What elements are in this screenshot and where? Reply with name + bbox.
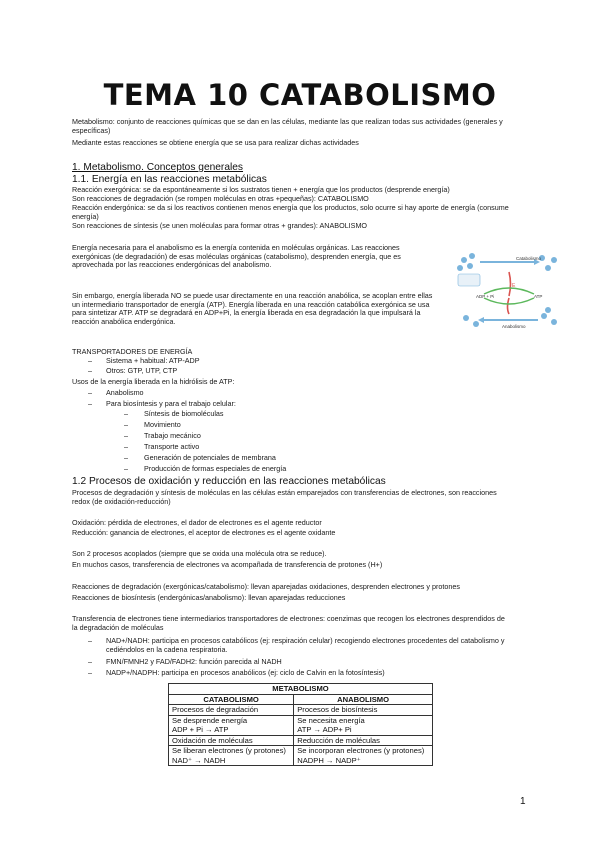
oxidation-definition: Oxidación: pérdida de electrones, el dador de electrones es el agente reductor [72,518,322,527]
redox-paragraph: Procesos de degradación y síntesis de moléculas en las células están emparejados con transferencias de electrones, son reacciones redox (de oxidación-reducción) [72,488,497,506]
coupled-processes: Son 2 procesos acoplados (siempre que se oxida una molécula otra se reduce). [72,549,327,558]
catabolism-label: Catabolismo [516,256,542,261]
table-cell: Reducción de moléculas [294,735,433,746]
table-header: CATABOLISMO [169,694,294,705]
uses-sub-item: Generación de potenciales de membrana [144,453,276,462]
atp-coupling-paragraph: Sin embargo, energía liberada NO se puede usar directamente en una reacción anabólica, se acoplan entre ellas un intermediario transportador de energía (ATP). Energía liberada en una reacción catabólica exergónica se usa para sintetizar ATP. ATP se degradará en ADP+Pi, la energía liberada en esa degradación la que impulsará la reacción anabólica endergónica. [72,291,433,326]
table-cell: NADPH → NADP⁺ [294,756,433,766]
table-cell: Oxidación de moléculas [169,735,294,746]
uses-sub-item: Movimiento [144,420,181,429]
uses-sub-item: Síntesis de biomoléculas [144,409,224,418]
table-cell: Procesos de degradación [169,705,294,716]
uses-sub-item: Trabajo mecánico [144,431,201,440]
energy-paragraph: Energía necesaria para el anabolismo es la energía contenida en moléculas orgánicas. Las reacciones exergónicas (de degradación) de esas moléculas orgánicas (catabolismo), desprenden energía, que es aprovechada por las reacciones endergónicas del anabolismo. [72,243,401,270]
table-row [169,725,433,735]
intro-energy: Mediante estas reacciones se obtiene energía que se usa para realizar dichas actividades [72,138,359,147]
metabolism-diagram [454,252,564,332]
table-cell: NAD⁺ → NADH [169,756,294,766]
table-cell: Se desprende energía [169,715,294,725]
table-header: ANABOLISMO [294,694,433,705]
transport-item: Otros: GTP, UTP, CTP [106,366,178,375]
energy-label: E [512,283,516,289]
metabolism-table [168,683,433,766]
adp-label: ADP + Pi [476,294,495,299]
proton-transfer: En muchos casos, transferencia de electrones va acompañada de transferencia de protones (H+) [72,560,383,569]
catabolism-molecules [457,253,557,327]
anabolism-definition: Son reacciones de síntesis (se unen moléculas para formar otras + grandes): ANABOLISMO [72,221,368,230]
table-row [169,756,433,766]
anabolism-label: Anabolismo [502,324,526,329]
table-cell: Se incorporan electrones (y protones) [294,746,433,756]
exergonic-definition: Reacción exergónica: se da espontáneamente si los sustratos tienen + energía que los productos (desprende energía) [72,185,450,194]
electron-carriers-paragraph: Transferencia de electrones tiene intermediarios transportadores de electrones: coenzimas que recogen los electrones desprendidos de la degradación de moléculas [72,614,505,632]
section-heading-metabolism: 1. Metabolismo. Conceptos generales [72,162,244,173]
page-number: 1 [520,796,526,807]
uses-sub-item: Transporte activo [144,442,200,451]
table-row [169,735,433,746]
degradation-reactions: Reacciones de degradación (exergónicas/catabolismo): llevan aparejadas oxidaciones, desprenden electrones y protones [72,582,460,591]
biosynthesis-reactions: Reacciones de biosíntesis (endergónicas/anabolismo): llevan aparejadas reducciones [72,593,346,602]
table-cell: Se necesita energía [294,715,433,725]
transport-heading: TRANSPORTADORES DE ENERGÍA [72,347,193,356]
reduction-definition: Reducción: ganancia de electrones, el aceptor de electrones es el agente oxidante [72,528,336,537]
table-cell: ADP + Pi → ATP [169,725,294,735]
endergonic-definition: Reacción endergónica: se da si los reactivos contienen menos energía que los productos, solo ocurre si hay aporte de energía (consume energía) [72,203,509,221]
uses-item: Para biosíntesis y para el trabajo celular: [106,399,236,408]
table-title: METABOLISMO [169,684,433,695]
catabolism-definition: Son reacciones de degradación (se rompen moléculas en otras +pequeñas): CATABOLISMO [72,194,369,203]
table-row [169,705,433,716]
transport-item: Sistema + habitual: ATP-ADP [106,356,200,365]
table-cell: ATP → ADP+ Pi [294,725,433,735]
carrier-item: FMN/FMNH2 y FAD/FADH2: función parecida al NADH [106,657,282,666]
atp-label: ATP [534,294,543,299]
table-row [169,715,433,725]
table-cell: Procesos de biosíntesis [294,705,433,716]
uses-heading: Usos de la energía liberada en la hidrólisis de ATP: [72,377,235,386]
intro-definition: Metabolismo: conjunto de reacciones químicas que se dan en las células, mediante las que realizan todas sus actividades (generales y específicas) [72,117,503,135]
page-title: TEMA 10 CATABOLISMO [103,78,497,112]
carrier-item: NADP+/NADPH: participa en procesos anabólicos (ej: ciclo de Calvin en la fotosíntesis) [106,668,385,677]
uses-sub-item: Producción de formas especiales de energía [144,464,287,473]
table-row [169,746,433,756]
subsection-heading-energy: 1.1. Energía en las reacciones metabólicas [72,174,267,185]
carrier-item: NAD+/NADH: participa en procesos catabólicos (ej: respiración celular) recogiendo electrones procedentes del catabolismo y cediéndolos en la cadena respiratoria. [106,636,505,654]
uses-item: Anabolismo [106,388,144,397]
table-cell: Se liberan electrones (y protones) [169,746,294,756]
subsection-heading-redox: 1.2 Procesos de oxidación y reducción en las reacciones metabólicas [72,476,386,487]
